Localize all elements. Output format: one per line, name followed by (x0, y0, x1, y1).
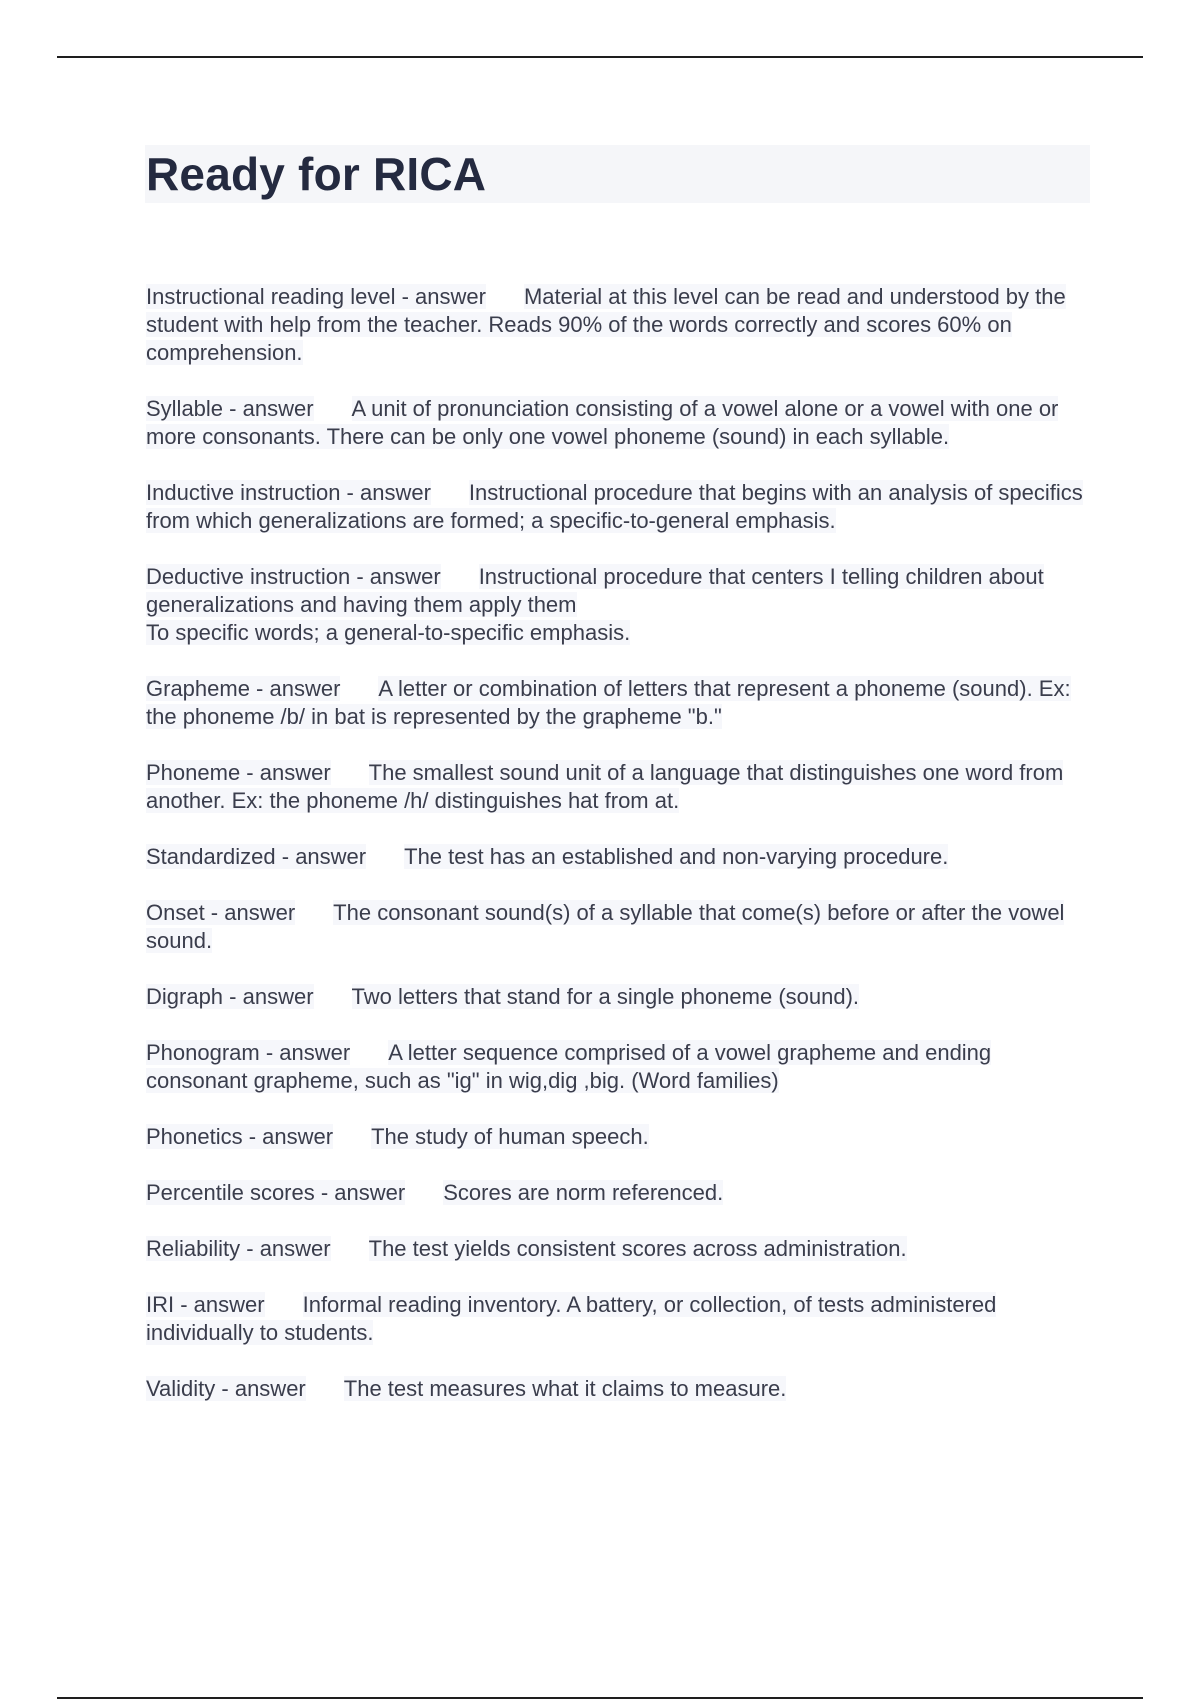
flashcard-term: Inductive instruction - answer (146, 480, 431, 505)
page-title: Ready for RICA (146, 148, 487, 200)
flashcard-term: Syllable - answer (146, 396, 314, 421)
flashcard-item (146, 283, 1096, 367)
flashcard-answer: Instructional procedure that begins with an analysis of specifics from which generalizations are formed; a specific-to-general emphasis. (146, 480, 1083, 533)
flashcard-term: Phonogram - answer (146, 1040, 351, 1065)
flashcard-answer: Material at this level can be read and understood by the student with help from the teacher. Reads 90% of the words correctly and scores 60% on comprehension. (146, 284, 1066, 365)
flashcard-answer: The smallest sound unit of a language that distinguishes one word from another. Ex: the phoneme /h/ distinguishes hat from at. (146, 760, 1064, 813)
flashcard-list (146, 283, 1096, 1431)
flashcard-answer: Two letters that stand for a single phoneme (sound). (351, 984, 860, 1009)
flashcard-answer: Informal reading inventory. A battery, or collection, of tests administered individually to students. (146, 1292, 997, 1345)
flashcard-item (146, 563, 1096, 647)
flashcard-answer: The test has an established and non-varying procedure. (404, 844, 949, 869)
flashcard-term: Digraph - answer (146, 984, 314, 1009)
flashcard-term: Phonetics - answer (146, 1124, 334, 1149)
flashcard-term: Standardized - answer (146, 844, 367, 869)
flashcard-item (146, 843, 1096, 871)
flashcard-answer: The test yields consistent scores across administration. (368, 1236, 907, 1261)
flashcard-term: Deductive instruction - answer (146, 564, 441, 589)
flashcard-answer: Scores are norm referenced. (443, 1180, 724, 1205)
flashcard-item (146, 983, 1096, 1011)
flashcard-item (146, 1375, 1096, 1403)
flashcard-answer: A letter or combination of letters that represent a phoneme (sound). Ex: the phoneme /b/ in bat is represented by the grapheme "b." (146, 676, 1071, 729)
flashcard-item (146, 675, 1096, 731)
flashcard-answer: Instructional procedure that centers I telling children about generalizations and having them apply them To specific words; a general-to-specific emphasis. (146, 564, 1044, 645)
flashcard-term: Onset - answer (146, 900, 296, 925)
bottom-rule (57, 1697, 1143, 1699)
flashcard-answer: A unit of pronunciation consisting of a vowel alone or a vowel with one or more consonants. There can be only one vowel phoneme (sound) in each syllable. (146, 396, 1059, 449)
flashcard-term: Reliability - answer (146, 1236, 331, 1261)
flashcard-item (146, 1291, 1096, 1347)
flashcard-term: Percentile scores - answer (146, 1180, 406, 1205)
top-rule (57, 56, 1143, 58)
flashcard-term: Grapheme - answer (146, 676, 341, 701)
flashcard-term: Phoneme - answer (146, 760, 331, 785)
flashcard-item (146, 899, 1096, 955)
flashcard-item (146, 1039, 1096, 1095)
flashcard-term: Validity - answer (146, 1376, 306, 1401)
flashcard-item (146, 759, 1096, 815)
flashcard-item (146, 1123, 1096, 1151)
flashcard-answer: The study of human speech. (371, 1124, 649, 1149)
flashcard-answer: A letter sequence comprised of a vowel grapheme and ending consonant grapheme, such as "ig" in wig,dig ,big. (Word families) (146, 1040, 992, 1093)
flashcard-term: Instructional reading level - answer (146, 284, 486, 309)
flashcard-answer: The consonant sound(s) of a syllable that come(s) before or after the vowel sound. (146, 900, 1065, 953)
flashcard-item (146, 1235, 1096, 1263)
flashcard-item (146, 1179, 1096, 1207)
flashcard-item (146, 395, 1096, 451)
flashcard-term: IRI - answer (146, 1292, 265, 1317)
flashcard-answer: The test measures what it claims to measure. (343, 1376, 787, 1401)
flashcard-item (146, 479, 1096, 535)
